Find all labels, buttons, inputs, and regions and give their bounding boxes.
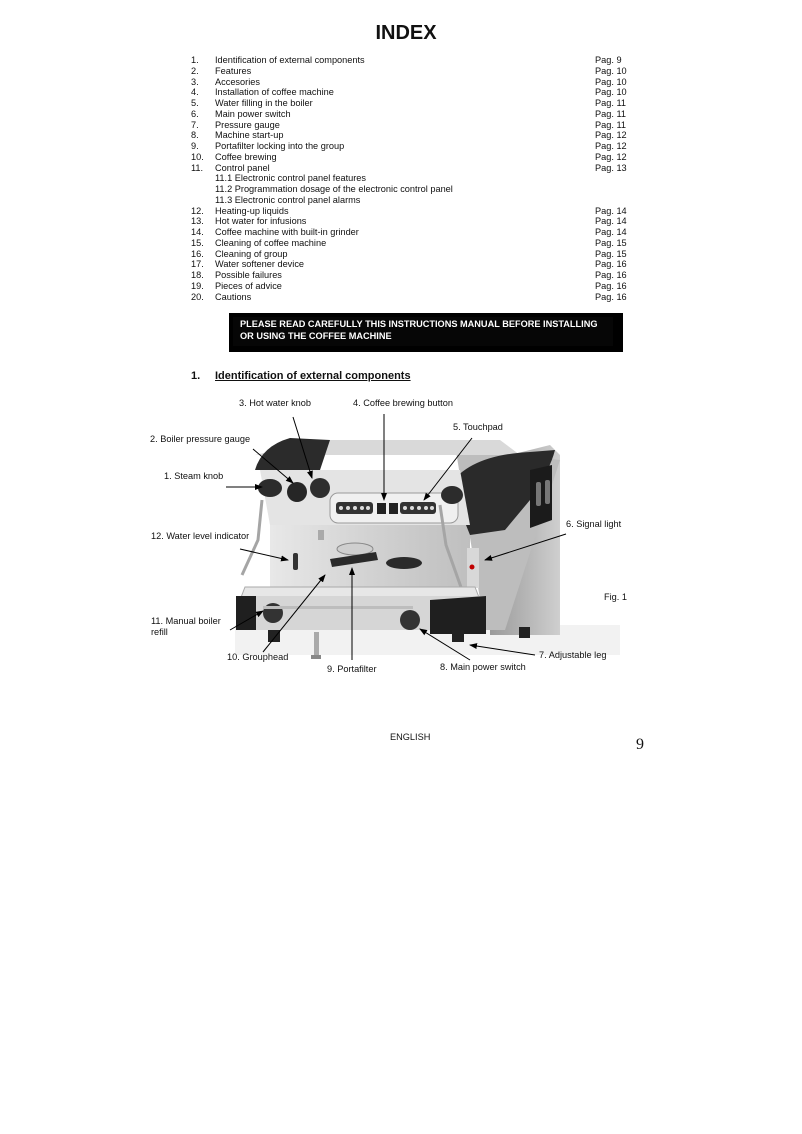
callout-grouphead: 10. Grouphead [227,652,289,662]
toc-page: Pag. 12 [595,141,627,151]
callout-portafilter: 9. Portafilter [327,664,377,674]
water-level-indicator [293,553,298,570]
footer-language: ENGLISH [390,732,431,742]
adjustable-leg [452,630,464,642]
toc-label: Features [215,65,252,76]
toc-number: 5. [191,98,199,108]
main-power-switch [400,610,420,630]
toc-label: Accesories [215,76,260,87]
toc-page: Pag. 13 [595,162,627,173]
toc-label: 11.3 Electronic control panel alarms [215,194,361,205]
toc-label: Portafilter locking into the group [215,141,345,151]
toc-label: Water filling in the boiler [215,98,313,108]
grouphead [337,543,373,555]
toc-number: 10. [191,151,204,162]
callout-touchpad: 5. Touchpad [453,422,503,432]
signal-light [470,565,475,570]
toc-page: Pag. 10 [595,76,627,87]
toc-page: Pag. 14 [595,227,627,237]
toc-label: Installation of coffee machine [215,87,334,98]
toc-page: Pag. 16 [595,280,627,291]
callout-steam-knob: 1. Steam knob [164,471,224,481]
toc-label: Heating-up liquids [215,205,289,216]
toc-page: Pag. 14 [595,205,627,216]
adjustable-leg-front-left [268,630,280,642]
figure-label: Fig. 1 [604,592,627,602]
toc-label: Identification of external components [215,55,365,65]
toc-number: 7. [191,119,199,130]
toc-number: 8. [191,130,199,141]
toc-page: Pag. 12 [595,130,627,141]
toc-label: Coffee machine with built-in grinder [215,227,359,237]
toc-number: 19. [191,280,204,291]
boiler-pressure-gauge [287,482,307,502]
callout-coffee-brewing-button: 4. Coffee brewing button [353,398,453,408]
toc-page: Pag. 9 [595,55,622,65]
toc-number: 17. [191,259,204,270]
section-number: 1. [191,370,201,382]
toc-number: 16. [191,248,204,259]
callout-main-power-switch: 8. Main power switch [440,662,526,672]
toc-number: 2. [191,65,199,76]
callout-boiler-pressure-gauge: 2. Boiler pressure gauge [150,434,251,444]
toc-number: 13. [191,216,204,227]
portafilter-right [386,557,422,569]
toc-number: 20. [191,291,204,302]
toc-number: 11. [191,162,204,173]
hot-water-knob [310,478,330,498]
toc-label: Cleaning of coffee machine [215,237,327,248]
callout-manual-boiler-refill-2: refill [151,627,168,637]
page-number: 9 [636,736,644,753]
callout-water-level-indicator: 12. Water level indicator [151,531,250,541]
steam-knob-right [441,486,463,504]
toc-label: Possible failures [215,270,282,280]
toc-number: 18. [191,270,204,280]
toc-number: 15. [191,237,204,248]
notice-line-2: OR USING THE COFFEE MACHINE [240,330,392,341]
callout-adjustable-leg: 7. Adjustable leg [539,650,607,660]
toc-label: Coffee brewing [215,151,277,162]
notice-line-1: PLEASE READ CAREFULLY THIS INSTRUCTIONS MANUAL BEFORE INSTALLING [240,319,598,329]
coffee-brewing-button [377,503,386,514]
toc-page: Pag. 16 [595,259,627,270]
toc-label: Control panel [215,162,270,173]
toc-number: 6. [191,108,199,119]
toc-label: Hot water for infusions [215,216,307,227]
toc-number: 1. [191,55,199,65]
toc-label: Cleaning of group [215,248,288,259]
toc-page: Pag. 11 [595,108,626,119]
callout-hot-water-knob: 3. Hot water knob [239,398,312,408]
page-title: INDEX [375,22,437,44]
toc-page: Pag. 12 [595,151,627,162]
toc-label: Pieces of advice [215,280,282,291]
toc-page: Pag. 11 [595,119,626,130]
toc-page: Pag. 16 [595,291,627,302]
steam-knob [258,479,282,497]
toc-page: Pag. 10 [595,87,627,98]
toc-page: Pag. 14 [595,216,627,227]
toc-page: Pag. 11 [595,98,626,108]
toc-label: 11.1 Electronic control panel features [215,173,367,184]
callout-manual-boiler-refill: 11. Manual boiler [151,616,221,626]
toc-label: Machine start-up [215,130,284,141]
callout-signal-light: 6. Signal light [566,519,622,529]
toc-label: Main power switch [215,108,291,119]
section-title: Identification of external components [215,370,411,382]
toc-label: Cautions [215,291,252,302]
toc-page: Pag. 10 [595,65,627,76]
toc-number: 14. [191,227,204,237]
top-cover-left [255,438,330,470]
toc-page: Pag. 15 [595,248,627,259]
toc-number: 12. [191,205,204,216]
toc-number: 4. [191,87,199,98]
toc-page: Pag. 16 [595,270,627,280]
toc-number: 9. [191,141,199,151]
toc-page: Pag. 15 [595,237,627,248]
toc-label: Pressure gauge [215,119,280,130]
toc-label: 11.2 Programmation dosage of the electronic control panel [215,184,453,194]
toc-number: 3. [191,76,199,87]
toc-label: Water softener device [215,259,305,270]
